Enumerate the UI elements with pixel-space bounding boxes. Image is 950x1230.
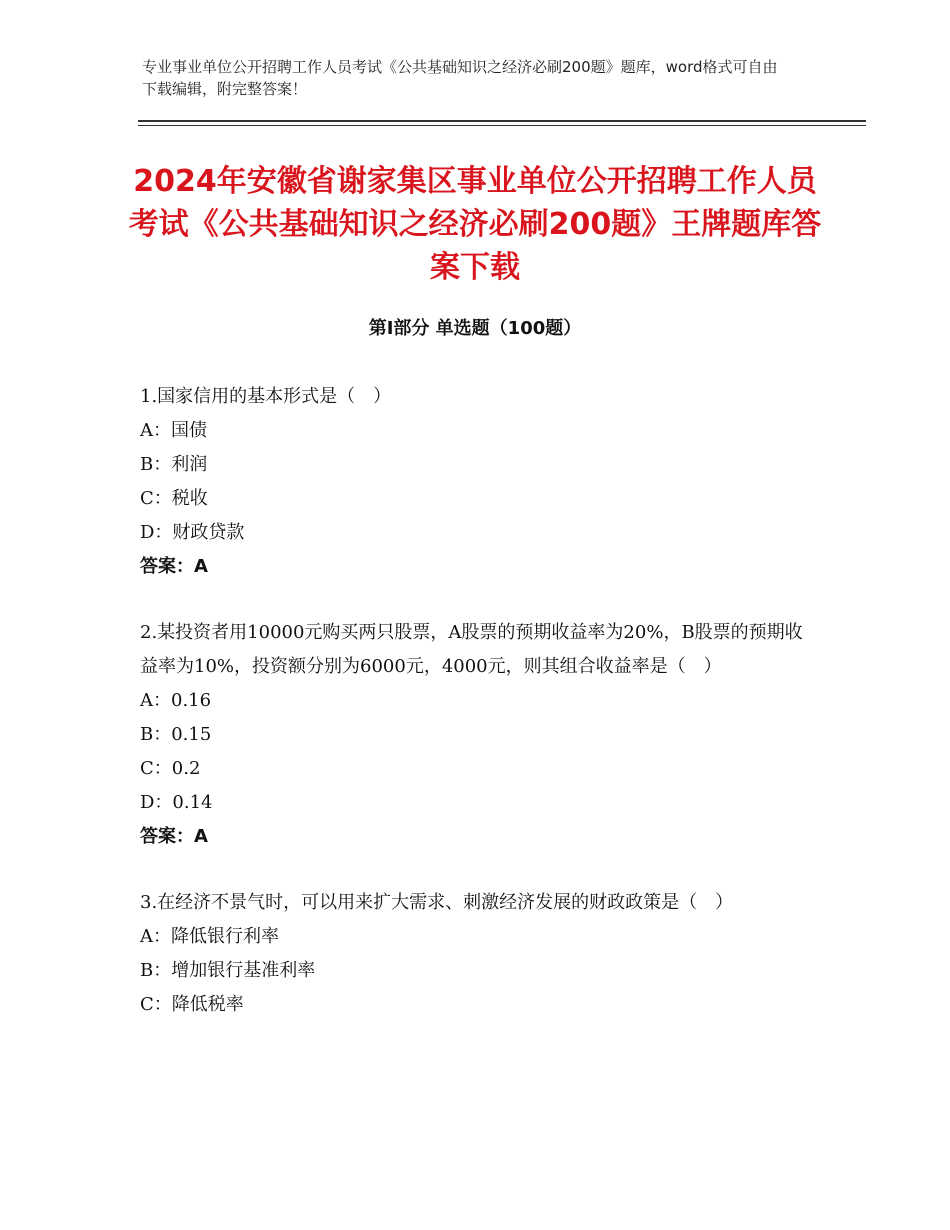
option-a: A：降低银行利率: [140, 926, 279, 947]
question-2: [140, 616, 810, 854]
question-stem: 2.某投资者用10000元购买两只股票，A股票的预期收益率为20%，B股票的预期收益率为10%，投资额分别为6000元，4000元，则其组合收益率是（ ）: [140, 622, 803, 677]
question-list: [140, 380, 810, 1054]
question-stem: 3.在经济不景气时，可以用来扩大需求、刺激经济发展的财政政策是（ ）: [140, 892, 734, 913]
option-b: B：增加银行基准利率: [140, 960, 316, 981]
answer: 答案：A: [140, 826, 208, 847]
question-3: [140, 886, 810, 1022]
header-divider: [138, 120, 866, 126]
option-b: B：0.15: [140, 724, 212, 745]
option-d: D：财政贷款: [140, 522, 245, 543]
option-c: C：0.2: [140, 758, 201, 779]
question-stem: 1.国家信用的基本形式是（ ）: [140, 386, 392, 407]
answer: 答案：A: [140, 556, 208, 577]
option-a: A：国债: [140, 420, 207, 441]
header-note: 专业事业单位公开招聘工作人员考试《公共基础知识之经济必刷200题》题库，word格式可自由下载编辑，附完整答案！: [142, 58, 778, 98]
document-title: 2024年安徽省谢家集区事业单位公开招聘工作人员考试《公共基础知识之经济必刷200题》王牌题库答案下载: [128, 164, 822, 285]
option-d: D：0.14: [140, 792, 213, 813]
section-title: 第Ⅰ部分 单选题（100题）: [368, 318, 582, 339]
option-c: C：降低税率: [140, 994, 244, 1015]
option-c: C：税收: [140, 488, 208, 509]
option-b: B：利润: [140, 454, 208, 475]
option-a: A：0.16: [140, 690, 212, 711]
question-1: [140, 380, 810, 584]
